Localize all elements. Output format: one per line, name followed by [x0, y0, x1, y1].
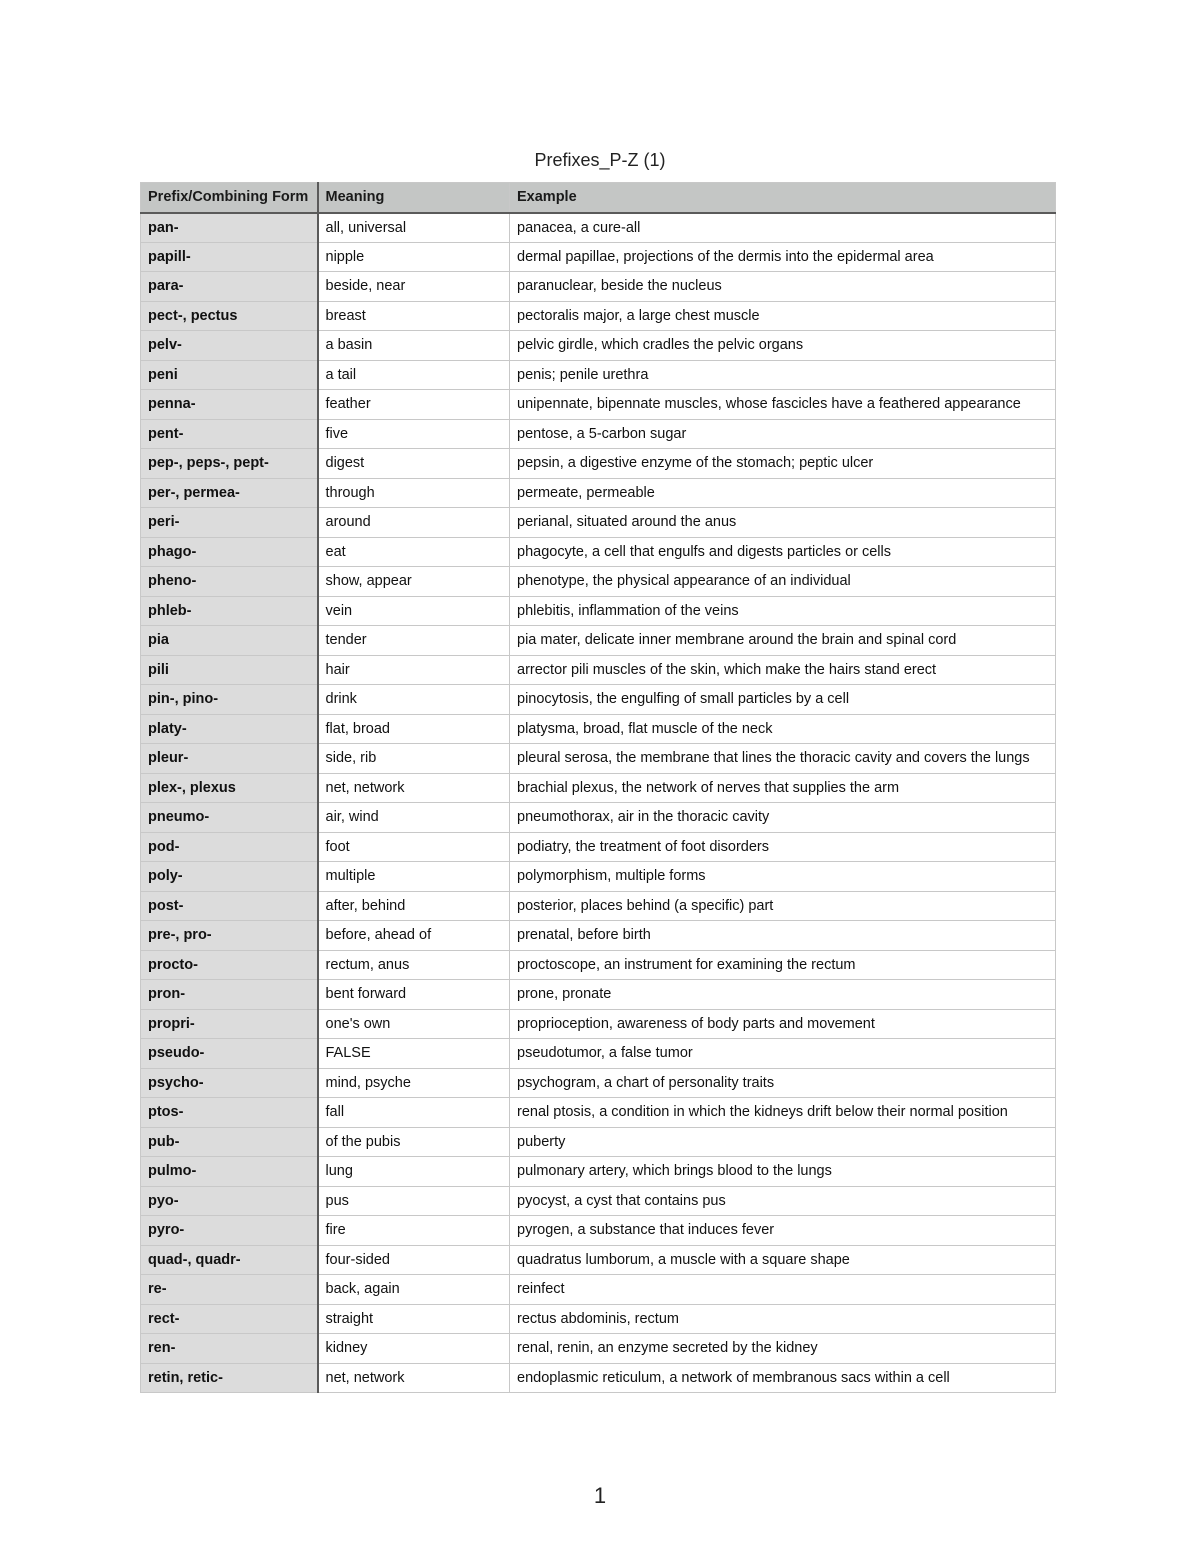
- table-row: [141, 478, 1056, 508]
- prefix-cell: pre-, pro-: [141, 921, 318, 951]
- meaning-cell: a basin: [318, 331, 510, 361]
- meaning-cell: side, rib: [318, 744, 510, 774]
- meaning-cell: net, network: [318, 773, 510, 803]
- prefix-cell: pseudo-: [141, 1039, 318, 1069]
- table-row: [141, 390, 1056, 420]
- table-row: [141, 1334, 1056, 1364]
- prefix-cell: pia: [141, 626, 318, 656]
- prefix-cell: pyo-: [141, 1186, 318, 1216]
- table-row: [141, 773, 1056, 803]
- meaning-cell: mind, psyche: [318, 1068, 510, 1098]
- prefix-cell: procto-: [141, 950, 318, 980]
- table-row: [141, 537, 1056, 567]
- meaning-cell: four-sided: [318, 1245, 510, 1275]
- table-row: [141, 1098, 1056, 1128]
- table-row: [141, 242, 1056, 272]
- prefix-cell: pin-, pino-: [141, 685, 318, 715]
- example-cell: posterior, places behind (a specific) part: [510, 891, 1056, 921]
- column-header-meaning: Meaning: [318, 183, 510, 213]
- meaning-cell: fall: [318, 1098, 510, 1128]
- table-row: [141, 1245, 1056, 1275]
- meaning-cell: five: [318, 419, 510, 449]
- prefix-cell: pili: [141, 655, 318, 685]
- meaning-cell: air, wind: [318, 803, 510, 833]
- meaning-cell: breast: [318, 301, 510, 331]
- example-cell: platysma, broad, flat muscle of the neck: [510, 714, 1056, 744]
- meaning-cell: multiple: [318, 862, 510, 892]
- page-title: Prefixes_P-Z (1): [534, 150, 666, 170]
- meaning-cell: before, ahead of: [318, 921, 510, 951]
- meaning-cell: nipple: [318, 242, 510, 272]
- example-cell: prone, pronate: [510, 980, 1056, 1010]
- prefix-cell: peni: [141, 360, 318, 390]
- prefix-cell: pent-: [141, 419, 318, 449]
- table-body: [141, 213, 1056, 1393]
- example-cell: pleural serosa, the membrane that lines the thoracic cavity and covers the lungs: [510, 744, 1056, 774]
- meaning-cell: through: [318, 478, 510, 508]
- meaning-cell: straight: [318, 1304, 510, 1334]
- meaning-cell: drink: [318, 685, 510, 715]
- example-cell: pyocyst, a cyst that contains pus: [510, 1186, 1056, 1216]
- table-row: [141, 744, 1056, 774]
- prefix-cell: pep-, peps-, pept-: [141, 449, 318, 479]
- meaning-cell: FALSE: [318, 1039, 510, 1069]
- example-cell: penis; penile urethra: [510, 360, 1056, 390]
- table-row: [141, 1216, 1056, 1246]
- table-row: [141, 714, 1056, 744]
- prefix-cell: quad-, quadr-: [141, 1245, 318, 1275]
- example-cell: renal ptosis, a condition in which the kidneys drift below their normal position: [510, 1098, 1056, 1128]
- table-row: [141, 803, 1056, 833]
- prefix-cell: para-: [141, 272, 318, 302]
- prefix-cell: pneumo-: [141, 803, 318, 833]
- meaning-cell: after, behind: [318, 891, 510, 921]
- example-cell: panacea, a cure-all: [510, 213, 1056, 243]
- prefix-cell: pleur-: [141, 744, 318, 774]
- prefix-cell: poly-: [141, 862, 318, 892]
- table-row: [141, 1275, 1056, 1305]
- meaning-cell: lung: [318, 1157, 510, 1187]
- meaning-cell: a tail: [318, 360, 510, 390]
- example-cell: podiatry, the treatment of foot disorders: [510, 832, 1056, 862]
- prefix-cell: retin, retic-: [141, 1363, 318, 1393]
- table-row: [141, 950, 1056, 980]
- meaning-cell: pus: [318, 1186, 510, 1216]
- example-cell: proctoscope, an instrument for examining the rectum: [510, 950, 1056, 980]
- prefix-cell: peri-: [141, 508, 318, 538]
- example-cell: pneumothorax, air in the thoracic cavity: [510, 803, 1056, 833]
- table-row: [141, 1127, 1056, 1157]
- table-row: [141, 419, 1056, 449]
- meaning-cell: net, network: [318, 1363, 510, 1393]
- table-row: [141, 1039, 1056, 1069]
- meaning-cell: hair: [318, 655, 510, 685]
- prefix-cell: pect-, pectus: [141, 301, 318, 331]
- table-row: [141, 331, 1056, 361]
- example-cell: perianal, situated around the anus: [510, 508, 1056, 538]
- table-row: [141, 626, 1056, 656]
- example-cell: pelvic girdle, which cradles the pelvic organs: [510, 331, 1056, 361]
- example-cell: puberty: [510, 1127, 1056, 1157]
- example-cell: pinocytosis, the engulfing of small particles by a cell: [510, 685, 1056, 715]
- prefix-cell: penna-: [141, 390, 318, 420]
- prefix-cell: papill-: [141, 242, 318, 272]
- table-row: [141, 891, 1056, 921]
- example-cell: permeate, permeable: [510, 478, 1056, 508]
- table-row: [141, 596, 1056, 626]
- example-cell: pepsin, a digestive enzyme of the stomach; peptic ulcer: [510, 449, 1056, 479]
- prefix-cell: pheno-: [141, 567, 318, 597]
- meaning-cell: around: [318, 508, 510, 538]
- meaning-cell: back, again: [318, 1275, 510, 1305]
- prefix-cell: rect-: [141, 1304, 318, 1334]
- example-cell: pseudotumor, a false tumor: [510, 1039, 1056, 1069]
- table-row: [141, 921, 1056, 951]
- prefix-cell: pod-: [141, 832, 318, 862]
- meaning-cell: beside, near: [318, 272, 510, 302]
- header-row: [141, 183, 1056, 213]
- example-cell: arrector pili muscles of the skin, which make the hairs stand erect: [510, 655, 1056, 685]
- meaning-cell: flat, broad: [318, 714, 510, 744]
- example-cell: rectus abdominis, rectum: [510, 1304, 1056, 1334]
- prefix-cell: ptos-: [141, 1098, 318, 1128]
- table-row: [141, 449, 1056, 479]
- table-row: [141, 1157, 1056, 1187]
- meaning-cell: of the pubis: [318, 1127, 510, 1157]
- prefix-cell: phleb-: [141, 596, 318, 626]
- prefix-table: [140, 182, 1056, 1393]
- table-row: [141, 360, 1056, 390]
- example-cell: polymorphism, multiple forms: [510, 862, 1056, 892]
- example-cell: proprioception, awareness of body parts and movement: [510, 1009, 1056, 1039]
- prefix-cell: pulmo-: [141, 1157, 318, 1187]
- example-cell: reinfect: [510, 1275, 1056, 1305]
- meaning-cell: kidney: [318, 1334, 510, 1364]
- table-row: [141, 655, 1056, 685]
- table-row: [141, 1363, 1056, 1393]
- example-cell: pectoralis major, a large chest muscle: [510, 301, 1056, 331]
- column-header-example: Example: [510, 183, 1056, 213]
- page-number: 1: [593, 1483, 607, 1508]
- example-cell: pia mater, delicate inner membrane around the brain and spinal cord: [510, 626, 1056, 656]
- example-cell: phlebitis, inflammation of the veins: [510, 596, 1056, 626]
- example-cell: phenotype, the physical appearance of an individual: [510, 567, 1056, 597]
- table-row: [141, 272, 1056, 302]
- prefix-cell: pron-: [141, 980, 318, 1010]
- meaning-cell: eat: [318, 537, 510, 567]
- example-cell: unipennate, bipennate muscles, whose fascicles have a feathered appearance: [510, 390, 1056, 420]
- table-row: [141, 1186, 1056, 1216]
- table-row: [141, 1068, 1056, 1098]
- example-cell: dermal papillae, projections of the dermis into the epidermal area: [510, 242, 1056, 272]
- prefix-cell: pub-: [141, 1127, 318, 1157]
- meaning-cell: tender: [318, 626, 510, 656]
- example-cell: renal, renin, an enzyme secreted by the kidney: [510, 1334, 1056, 1364]
- prefix-cell: pan-: [141, 213, 318, 243]
- example-cell: phagocyte, a cell that engulfs and digests particles or cells: [510, 537, 1056, 567]
- table-header: [141, 183, 1056, 213]
- prefix-cell: platy-: [141, 714, 318, 744]
- example-cell: endoplasmic reticulum, a network of membranous sacs within a cell: [510, 1363, 1056, 1393]
- table-row: [141, 508, 1056, 538]
- table-row: [141, 301, 1056, 331]
- example-cell: pyrogen, a substance that induces fever: [510, 1216, 1056, 1246]
- table-row: [141, 862, 1056, 892]
- example-cell: pulmonary artery, which brings blood to the lungs: [510, 1157, 1056, 1187]
- table-row: [141, 567, 1056, 597]
- meaning-cell: rectum, anus: [318, 950, 510, 980]
- meaning-cell: foot: [318, 832, 510, 862]
- meaning-cell: bent forward: [318, 980, 510, 1010]
- meaning-cell: show, appear: [318, 567, 510, 597]
- example-cell: paranuclear, beside the nucleus: [510, 272, 1056, 302]
- prefix-cell: propri-: [141, 1009, 318, 1039]
- meaning-cell: feather: [318, 390, 510, 420]
- prefix-cell: psycho-: [141, 1068, 318, 1098]
- example-cell: pentose, a 5-carbon sugar: [510, 419, 1056, 449]
- prefix-cell: plex-, plexus: [141, 773, 318, 803]
- example-cell: brachial plexus, the network of nerves that supplies the arm: [510, 773, 1056, 803]
- table-row: [141, 1304, 1056, 1334]
- meaning-cell: vein: [318, 596, 510, 626]
- column-header-prefix: Prefix/Combining Form: [141, 183, 318, 213]
- example-cell: quadratus lumborum, a muscle with a square shape: [510, 1245, 1056, 1275]
- table-row: [141, 213, 1056, 243]
- table-row: [141, 1009, 1056, 1039]
- prefix-cell: pyro-: [141, 1216, 318, 1246]
- table-row: [141, 685, 1056, 715]
- meaning-cell: fire: [318, 1216, 510, 1246]
- meaning-cell: digest: [318, 449, 510, 479]
- prefix-cell: post-: [141, 891, 318, 921]
- prefix-cell: pelv-: [141, 331, 318, 361]
- prefix-cell: ren-: [141, 1334, 318, 1364]
- meaning-cell: one's own: [318, 1009, 510, 1039]
- prefix-cell: phago-: [141, 537, 318, 567]
- prefix-cell: per-, permea-: [141, 478, 318, 508]
- example-cell: psychogram, a chart of personality traits: [510, 1068, 1056, 1098]
- prefix-cell: re-: [141, 1275, 318, 1305]
- table-row: [141, 832, 1056, 862]
- example-cell: prenatal, before birth: [510, 921, 1056, 951]
- table-row: [141, 980, 1056, 1010]
- meaning-cell: all, universal: [318, 213, 510, 243]
